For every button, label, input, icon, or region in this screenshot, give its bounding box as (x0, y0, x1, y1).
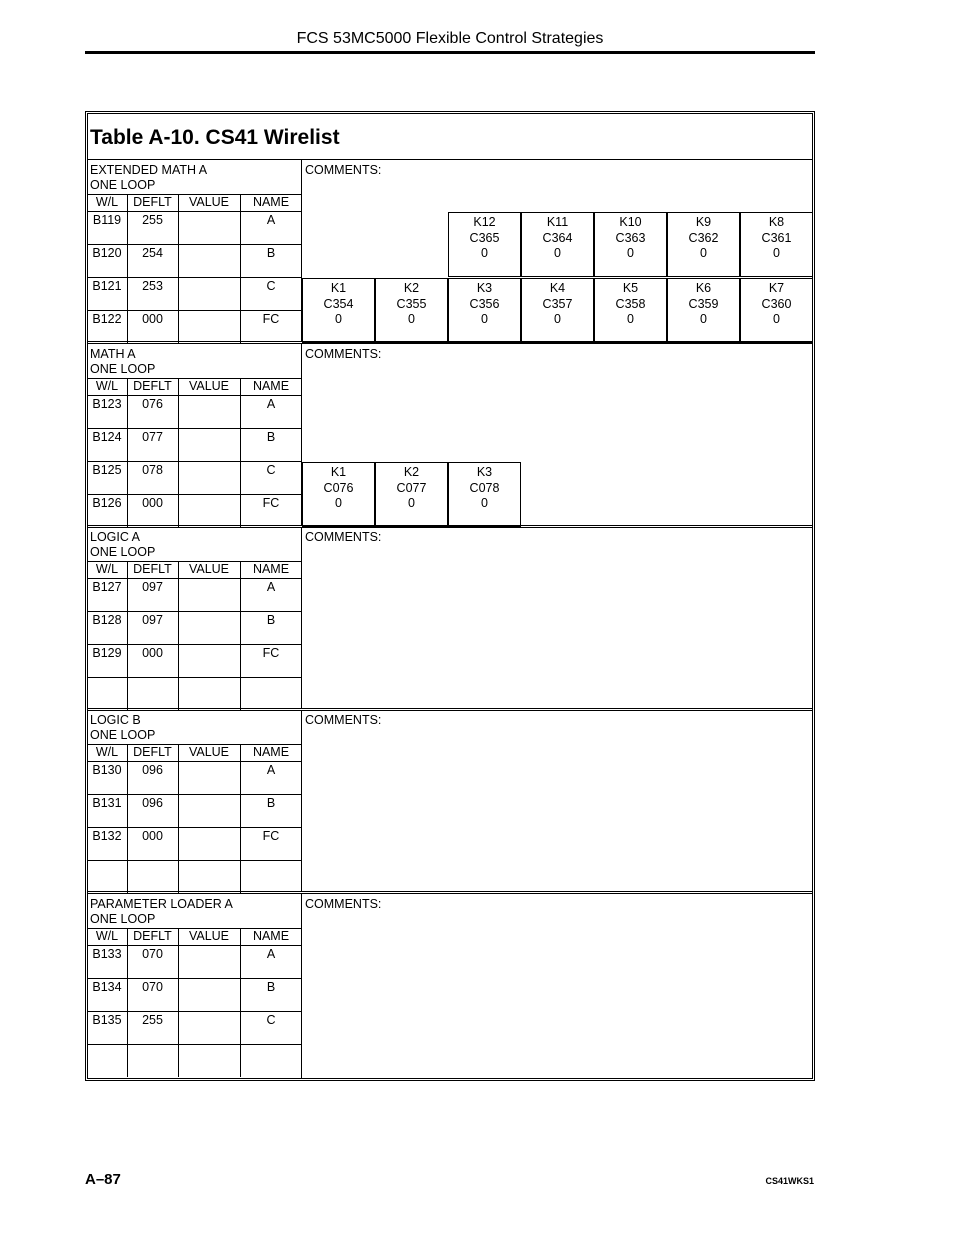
cell-wl: B134 (92, 980, 122, 994)
column-header-value: VALUE (188, 562, 230, 576)
constant-box (375, 278, 448, 343)
constant-c: C360 (761, 296, 792, 311)
column-header-wl: W/L (95, 195, 119, 209)
comments-label: COMMENTS: (305, 347, 382, 361)
row-rule (87, 644, 302, 645)
cell-deflt: 000 (142, 496, 163, 510)
column-header-deflt: DEFLT (133, 929, 172, 943)
cell-wl: B130 (92, 763, 122, 777)
cell-wl: B135 (92, 1013, 122, 1027)
cell-deflt: 070 (142, 947, 163, 961)
constant-v: 0 (554, 246, 561, 260)
column-header-value: VALUE (188, 195, 230, 209)
constant-box (302, 278, 375, 343)
row-rule (87, 1011, 302, 1012)
cell-name: B (266, 246, 276, 260)
cell-deflt: 255 (142, 1013, 163, 1027)
constant-v: 0 (700, 312, 707, 326)
row-rule (87, 677, 302, 678)
block-name (90, 347, 155, 377)
row-rule (87, 211, 302, 212)
cell-name: A (266, 397, 276, 411)
cell-deflt: 000 (142, 646, 163, 660)
constant-k: K3 (476, 465, 493, 479)
cell-name: C (266, 1013, 276, 1027)
cell-wl: B123 (92, 397, 122, 411)
column-header-name: NAME (252, 379, 290, 393)
cell-name: B (266, 796, 276, 810)
cell-name: FC (262, 496, 280, 510)
block-type: MATH A (90, 347, 136, 361)
cell-name: A (266, 947, 276, 961)
block-name (90, 163, 207, 193)
column-header-deflt: DEFLT (133, 379, 172, 393)
constant-k: K11 (546, 215, 569, 229)
header-rule (85, 51, 815, 54)
column-header-value: VALUE (188, 379, 230, 393)
cell-name: C (266, 279, 276, 293)
column-header-name: NAME (252, 745, 290, 759)
constant-box (448, 212, 521, 277)
constant-box (375, 462, 448, 527)
column-header-name: NAME (252, 195, 290, 209)
cell-wl: B125 (92, 463, 122, 477)
block-name (90, 713, 155, 743)
cell-wl: B119 (92, 213, 122, 227)
constant-c: C358 (615, 296, 646, 311)
block-loop: ONE LOOP (90, 545, 156, 559)
constant-v: 0 (481, 312, 488, 326)
constant-c: C354 (323, 296, 354, 311)
page-number: A–87 (85, 1171, 121, 1188)
block-type: PARAMETER LOADER A (90, 897, 233, 911)
block-loop: ONE LOOP (90, 912, 156, 926)
row-rule (87, 860, 302, 861)
block-type: LOGIC A (90, 530, 141, 544)
constant-k: K2 (403, 281, 420, 295)
column-rule (178, 928, 179, 1077)
cell-deflt: 000 (142, 312, 163, 326)
wirelist-section (87, 894, 813, 1078)
constant-c: C361 (761, 230, 792, 245)
block-name (90, 530, 155, 560)
constant-box (448, 278, 521, 343)
cell-deflt: 077 (142, 430, 163, 444)
constant-v: 0 (773, 312, 780, 326)
cell-wl: B131 (92, 796, 122, 810)
column-header-deflt: DEFLT (133, 195, 172, 209)
cell-name: B (266, 613, 276, 627)
column-header-deflt: DEFLT (133, 745, 172, 759)
cell-wl: B129 (92, 646, 122, 660)
cell-wl: B126 (92, 496, 122, 510)
block-name (90, 897, 233, 927)
constant-box (448, 462, 521, 527)
constant-c: C356 (469, 296, 500, 311)
column-rule (178, 194, 179, 343)
constant-c: C078 (469, 480, 500, 495)
cell-wl: B121 (92, 279, 122, 293)
constant-k: K3 (476, 281, 493, 295)
column-rule (178, 744, 179, 893)
constant-k: K12 (473, 215, 496, 229)
constant-c: C077 (396, 480, 427, 495)
constant-c: C355 (396, 296, 427, 311)
cell-name: A (266, 763, 276, 777)
constant-box (521, 212, 594, 277)
cell-deflt: 097 (142, 613, 163, 627)
constant-box (740, 212, 813, 277)
block-loop: ONE LOOP (90, 362, 156, 376)
page-header-title: FCS 53MC5000 Flexible Control Strategies (296, 30, 604, 47)
cell-deflt: 096 (142, 796, 163, 810)
block-loop: ONE LOOP (90, 728, 156, 742)
cell-name: FC (262, 646, 280, 660)
column-rule (178, 378, 179, 527)
constant-box (594, 212, 667, 277)
constant-k: K6 (695, 281, 712, 295)
cell-name: B (266, 980, 276, 994)
comments-label: COMMENTS: (305, 163, 382, 177)
constant-v: 0 (335, 312, 342, 326)
block-type: LOGIC B (90, 713, 141, 727)
row-rule (87, 578, 302, 579)
cell-deflt: 255 (142, 213, 163, 227)
cell-name: A (266, 213, 276, 227)
cell-name: A (266, 580, 276, 594)
row-rule (87, 945, 302, 946)
cell-wl: B132 (92, 829, 122, 843)
constant-v: 0 (554, 312, 561, 326)
row-rule (87, 277, 302, 278)
constant-v: 0 (773, 246, 780, 260)
row-rule (87, 611, 302, 612)
constant-k: K1 (330, 465, 347, 479)
table-title: Table A-10. CS41 Wirelist (90, 126, 340, 149)
cell-wl: B133 (92, 947, 122, 961)
row-rule (87, 827, 302, 828)
cell-name: C (266, 463, 276, 477)
row-rule (87, 794, 302, 795)
constant-box (667, 212, 740, 277)
comments-label: COMMENTS: (305, 530, 382, 544)
wirelist-section (87, 344, 813, 528)
row-rule (87, 310, 302, 311)
cell-wl: B122 (92, 312, 122, 326)
cell-deflt: 078 (142, 463, 163, 477)
row-rule (87, 428, 302, 429)
row-rule (87, 494, 302, 495)
constant-v: 0 (700, 246, 707, 260)
row-rule (87, 244, 302, 245)
constant-c: C364 (542, 230, 573, 245)
constant-v: 0 (481, 246, 488, 260)
cell-name: FC (262, 312, 280, 326)
constant-k: K2 (403, 465, 420, 479)
column-header-wl: W/L (95, 745, 119, 759)
constant-c: C365 (469, 230, 500, 245)
cell-deflt: 097 (142, 580, 163, 594)
wirelist-section (87, 710, 813, 894)
column-header-name: NAME (252, 562, 290, 576)
constant-k: K8 (768, 215, 785, 229)
comments-label: COMMENTS: (305, 713, 382, 727)
cell-wl: B127 (92, 580, 122, 594)
column-header-value: VALUE (188, 745, 230, 759)
row-rule (87, 761, 302, 762)
constant-k: K10 (619, 215, 642, 229)
block-type: EXTENDED MATH A (90, 163, 208, 177)
column-header-wl: W/L (95, 929, 119, 943)
constant-k: K4 (549, 281, 566, 295)
constant-c: C363 (615, 230, 646, 245)
constant-k: K9 (695, 215, 712, 229)
wirelist-section (87, 527, 813, 711)
column-header-wl: W/L (95, 562, 119, 576)
constant-k: K1 (330, 281, 347, 295)
cell-deflt: 254 (142, 246, 163, 260)
constant-box (740, 278, 813, 343)
constant-box (594, 278, 667, 343)
row-rule (87, 1044, 302, 1045)
cell-wl: B120 (92, 246, 122, 260)
constant-v: 0 (627, 246, 634, 260)
constant-v: 0 (335, 496, 342, 510)
cell-wl: B124 (92, 430, 122, 444)
constant-v: 0 (408, 312, 415, 326)
cell-deflt: 070 (142, 980, 163, 994)
column-header-value: VALUE (188, 929, 230, 943)
column-header-deflt: DEFLT (133, 562, 172, 576)
constant-box (302, 462, 375, 527)
constant-k: K7 (768, 281, 785, 295)
constant-box (521, 278, 594, 343)
cell-wl: B128 (92, 613, 122, 627)
block-loop: ONE LOOP (90, 178, 156, 192)
wirelist-section (87, 160, 813, 344)
row-rule (87, 461, 302, 462)
column-rule (178, 561, 179, 710)
comments-label: COMMENTS: (305, 897, 382, 911)
constant-v: 0 (627, 312, 634, 326)
cell-name: B (266, 430, 276, 444)
column-header-wl: W/L (95, 379, 119, 393)
cell-deflt: 000 (142, 829, 163, 843)
constant-v: 0 (481, 496, 488, 510)
constant-c: C362 (688, 230, 719, 245)
document-code: CS41WKS1 (765, 1176, 814, 1186)
row-rule (87, 978, 302, 979)
cell-deflt: 076 (142, 397, 163, 411)
cell-deflt: 253 (142, 279, 163, 293)
constant-box (667, 278, 740, 343)
constant-k: K5 (622, 281, 639, 295)
constant-c: C359 (688, 296, 719, 311)
row-rule (87, 395, 302, 396)
cell-deflt: 096 (142, 763, 163, 777)
column-header-name: NAME (252, 929, 290, 943)
constant-v: 0 (408, 496, 415, 510)
cell-name: FC (262, 829, 280, 843)
constant-c: C357 (542, 296, 573, 311)
constant-c: C076 (323, 480, 354, 495)
